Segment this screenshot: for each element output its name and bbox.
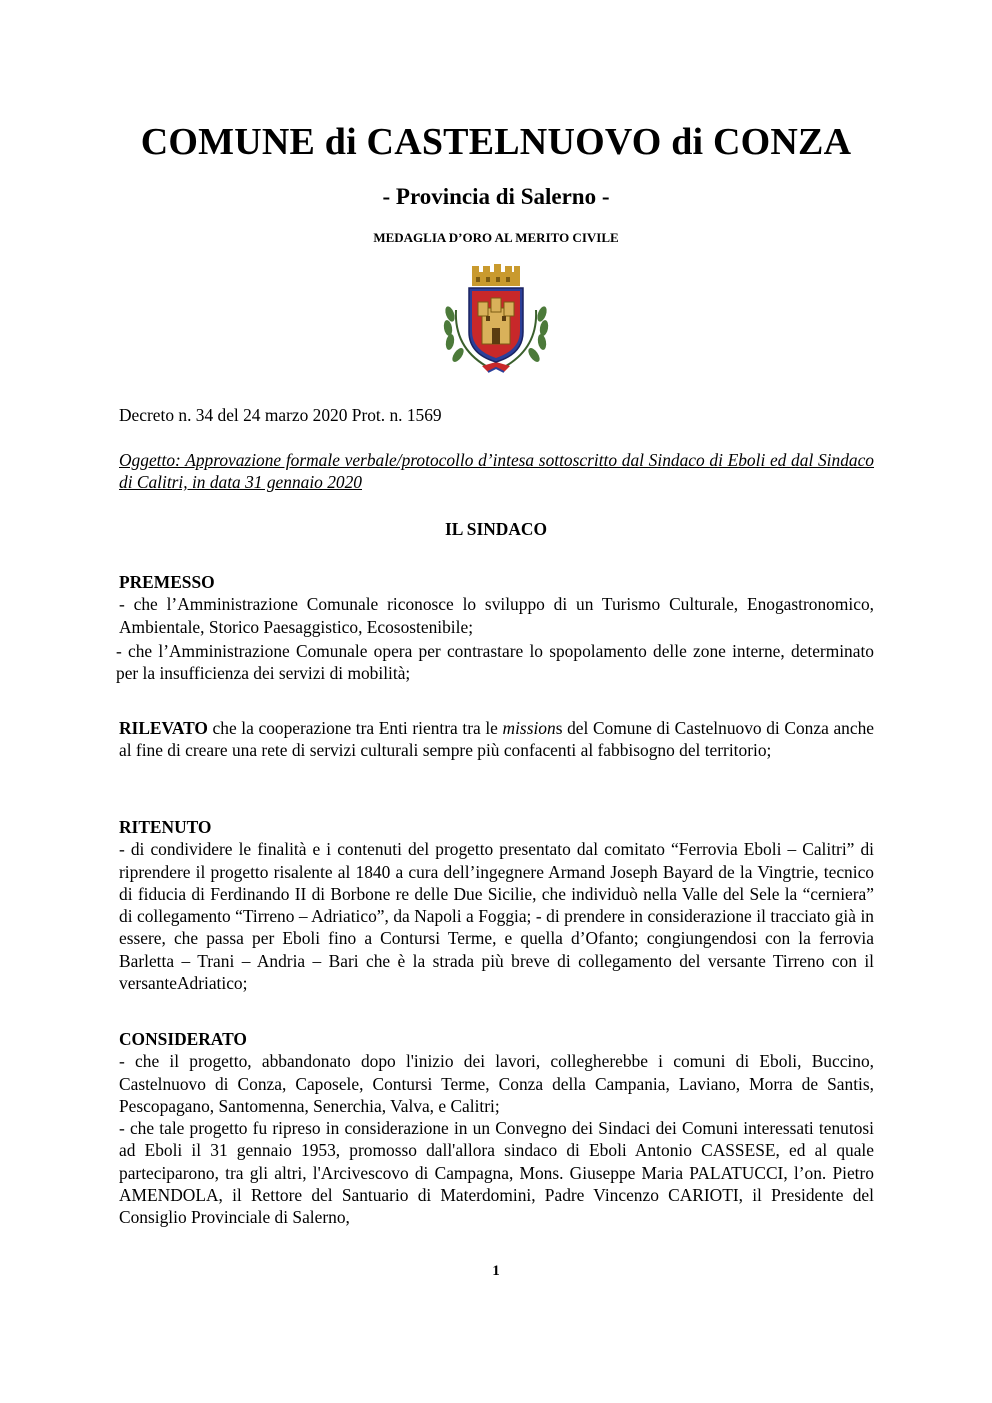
premesso-item: - che l’Amministrazione Comunale riconosce lo sviluppo di un Turismo Culturale, Enogastronomico, Ambientale, Storico Paesaggistico, Ecosostenibile; bbox=[119, 594, 874, 637]
section-ritenuto bbox=[119, 816, 874, 994]
considerato-heading: CONSIDERATO bbox=[119, 1029, 247, 1049]
premesso-heading: PREMESSO bbox=[119, 572, 215, 592]
mayor-heading: IL SINDACO bbox=[445, 519, 547, 539]
medal-caption: MEDAGLIA D’ORO AL MERITO CIVILE bbox=[373, 230, 619, 245]
rilevato-text-before: che la cooperazione tra Enti rientra tra le bbox=[207, 718, 503, 738]
coat-of-arms-icon bbox=[436, 262, 556, 380]
decree-reference: Decreto n. 34 del 24 marzo 2020 Prot. n. 1569 bbox=[119, 405, 442, 425]
rilevato-text-after: s del Comune di Castelnuovo di Conza anche al fine di creare una rete di servizi culturali sempre più confacenti al fabbisogno del territorio; bbox=[119, 718, 874, 761]
section-considerato bbox=[119, 1028, 874, 1229]
page-number: 1 bbox=[492, 1263, 500, 1279]
ritenuto-text: - di condividere le finalità e i contenuti del progetto presentato dal comitato “Ferrovia Eboli – Calitri” di riprendere il progetto risalente al 1840 a cura dell’ingegnere Armand Joseph Bayard de la Vingtrie, tecnico di fiducia di Ferdinando II di Borbone re delle Due Sicilie, che individuò nella Valle del Sele la “cerniera” di collegamento “Tirreno – Adriatico”, da Napoli a Foggia; - di prendere in considerazione il tracciato già in essere, che passa per Eboli fino a Contursi Terme, e quella d’Ofanto; congiungendosi con la ferrovia Barletta – Trani – Andria – Bari che è la strada più breve di collegamento del versante Tirreno con il versanteAdriatico; bbox=[119, 839, 874, 994]
rilevato-heading: RILEVATO bbox=[119, 718, 208, 738]
considerato-item: - che il progetto, abbandonato dopo l'inizio dei lavori, collegherebbe i comuni di Eboli, Buccino, Castelnuovo di Conza, Caposele, Contursi Terme, Conza della Campania, Laviano, Morra de Santis, Pescopagano, Santomenna, Senerchia, Valva, e Calitri; bbox=[119, 1051, 874, 1116]
rilevato-emphasis: mission bbox=[502, 718, 556, 738]
section-premesso bbox=[116, 571, 874, 684]
considerato-item: - che tale progetto fu ripreso in considerazione in un Convegno dei Sindaci dei Comuni interessati tenutosi ad Eboli il 31 gennaio 1953, promosso dall'allora sindaco di Eboli Antonio CASSESE, ed al quale parteciparono, tra gli altri, l'Arcivescovo di Campagna, Mons. Giuseppe Maria PALATUCCI, l’on. Pietro AMENDOLA, il Rettore del Santuario di Materdomini, Padre Vincenzo CARIOTI, il Presidente del Consiglio Provinciale di Salerno, bbox=[119, 1118, 874, 1228]
municipality-title: COMUNE di CASTELNUOVO di CONZA bbox=[140, 121, 852, 163]
section-rilevato bbox=[119, 717, 874, 762]
ritenuto-heading: RITENUTO bbox=[119, 817, 212, 837]
decree-subject: Oggetto: Approvazione formale verbale/protocollo d’intesa sottoscritto dal Sindaco di Eboli ed dal Sindaco di Calitri, in data 31 gennaio 2020 bbox=[119, 450, 874, 493]
premesso-item: - che l’Amministrazione Comunale opera per contrastare lo spopolamento delle zone interne, determinato per la insufficienza dei servizi di mobilità; bbox=[116, 640, 874, 684]
province-subtitle: - Provincia di Salerno - bbox=[382, 184, 610, 209]
